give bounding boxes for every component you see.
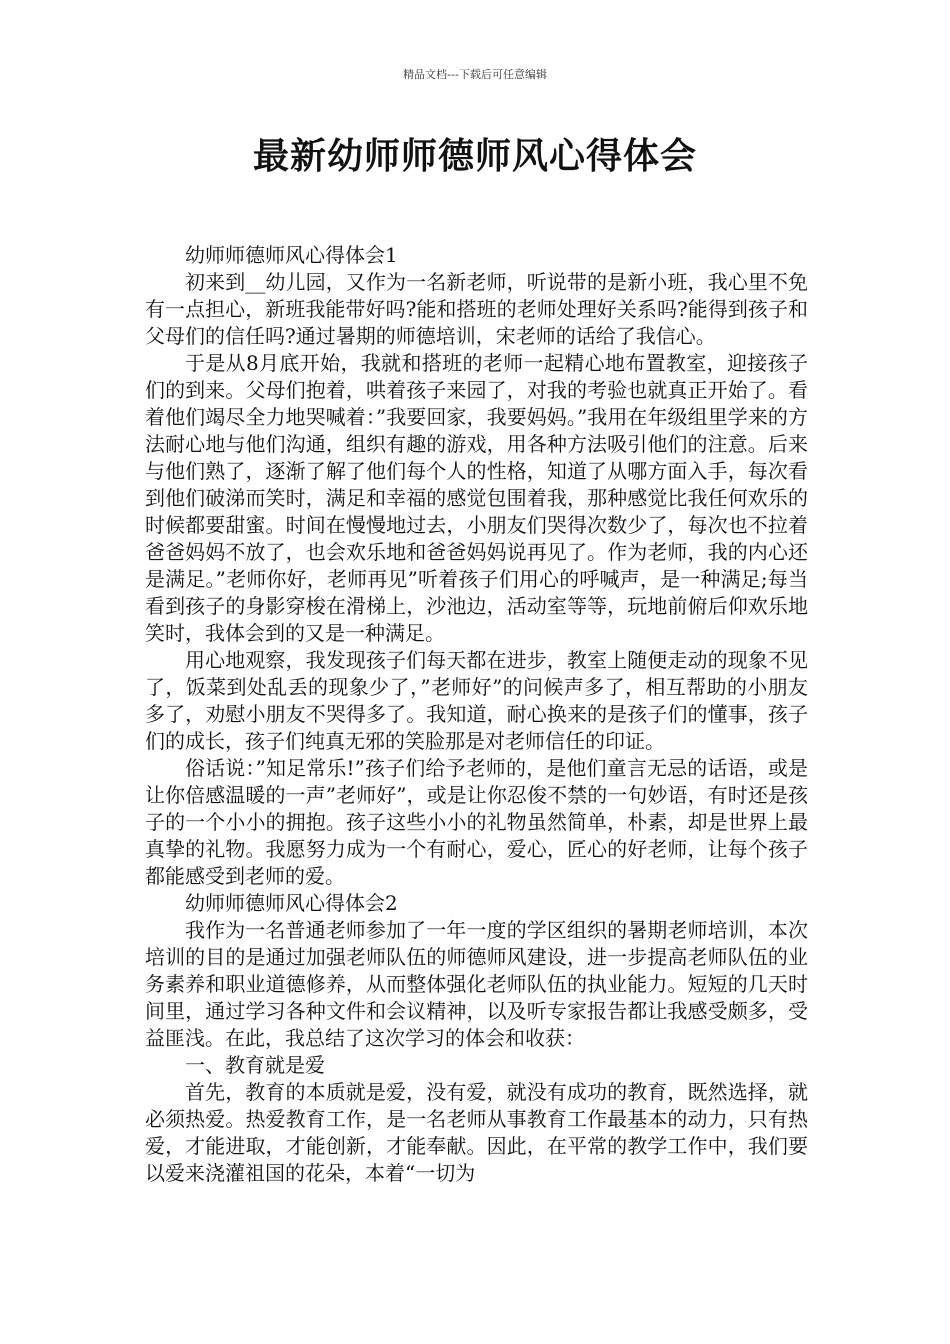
paragraph: 首先，教育的本质就是爱，没有爱，就没有成功的教育，既然选择，就必须热爱。热爱教育工作，是一名老师从事教育工作最基本的动力，只有热爱，才能进取，才能创新，才能奉献。因此，在平常的教学工作中，我们要以爱来浇灌祖国的花朵，本着“一切为 — [145, 1080, 808, 1185]
section-heading-1: 幼师师德师风心得体会1 — [185, 243, 398, 267]
document-title: 最新幼师师德师风心得体会 — [252, 136, 697, 177]
paragraph: 俗话说：”知足常乐!”孩子们给予老师的，是他们童言无忌的话语，或是让你倍感温暖的一声”老师好”，或是让你忍俊不禁的一句妙语，有时还是孩子的一个小小的拥抱。孩子这些小小的礼物虽然简单，朴素，却是世界上最真挚的礼物。我愿努力成为一个有耐心，爱心，匠心的好老师，让每个孩子都能感受到老师的爱。 — [145, 756, 808, 888]
paragraph: 我作为一名普通老师参加了一年一度的学区组织的暑期老师培训，本次培训的目的是通过加强老师队伍的师德师风建设，进一步提高老师队伍的业务素养和职业道德修养，从而整体强化老师队伍的执业能力。短短的几天时间里，通过学习各种文件和会议精神，以及听专家报告都让我感受颇多，受益匪浅。在此，我总结了这次学习的体会和收获： — [145, 918, 808, 1050]
document-body — [145, 242, 808, 1187]
section-heading-2: 幼师师德师风心得体会2 — [185, 891, 398, 915]
subsection-heading: 一、教育就是爱 — [185, 1053, 325, 1077]
paragraph: 于是从8月底开始，我就和搭班的老师一起精心地布置教室，迎接孩子们的到来。父母们抱着，哄着孩子来园了，对我的考验也就真正开始了。看着他们竭尽全力地哭喊着：”我要回家，我要妈妈。”我用在年级组里学来的方法耐心地与他们沟通，组织有趣的游戏，用各种方法吸引他们的注意。后来与他们熟了，逐渐了解了他们每个人的性格，知道了从哪方面入手，每次看到他们破涕而笑时，满足和幸福的感觉包围着我，那种感觉比我任何欢乐的时候都要甜蜜。时间在慢慢地过去，小朋友们哭得次数少了，每次也不拉着爸爸妈妈不放了，也会欢乐地和爸爸妈妈说再见了。作为老师，我的内心还是满足。”老师你好，老师再见”听着孩子们用心的呼喊声，是一种满足;每当看到孩子的身影穿梭在滑梯上，沙池边，活动室等等，玩地前俯后仰欢乐地笑时，我体会到的又是一种满足。 — [145, 351, 808, 645]
paragraph: 初来到__幼儿园，又作为一名新老师，听说带的是新小班，我心里不免有一点担心，新班我能带好吗?能和搭班的老师处理好关系吗?能得到孩子和父母们的信任吗?通过暑期的师德培训，宋老师的话给了我信心。 — [145, 270, 808, 348]
page-header: 精品文档---下载后可任意编辑 — [403, 68, 547, 81]
paragraph: 用心地观察，我发现孩子们每天都在进步，教室上随便走动的现象不见了，饭菜到处乱丢的现象少了，”老师好”的问候声多了，相互帮助的小朋友多了，劝慰小朋友不哭得多了。我知道，耐心换来的是孩子们的懂事，孩子们的成长，孩子们纯真无邪的笑脸那是对老师信任的印证。 — [145, 648, 808, 753]
